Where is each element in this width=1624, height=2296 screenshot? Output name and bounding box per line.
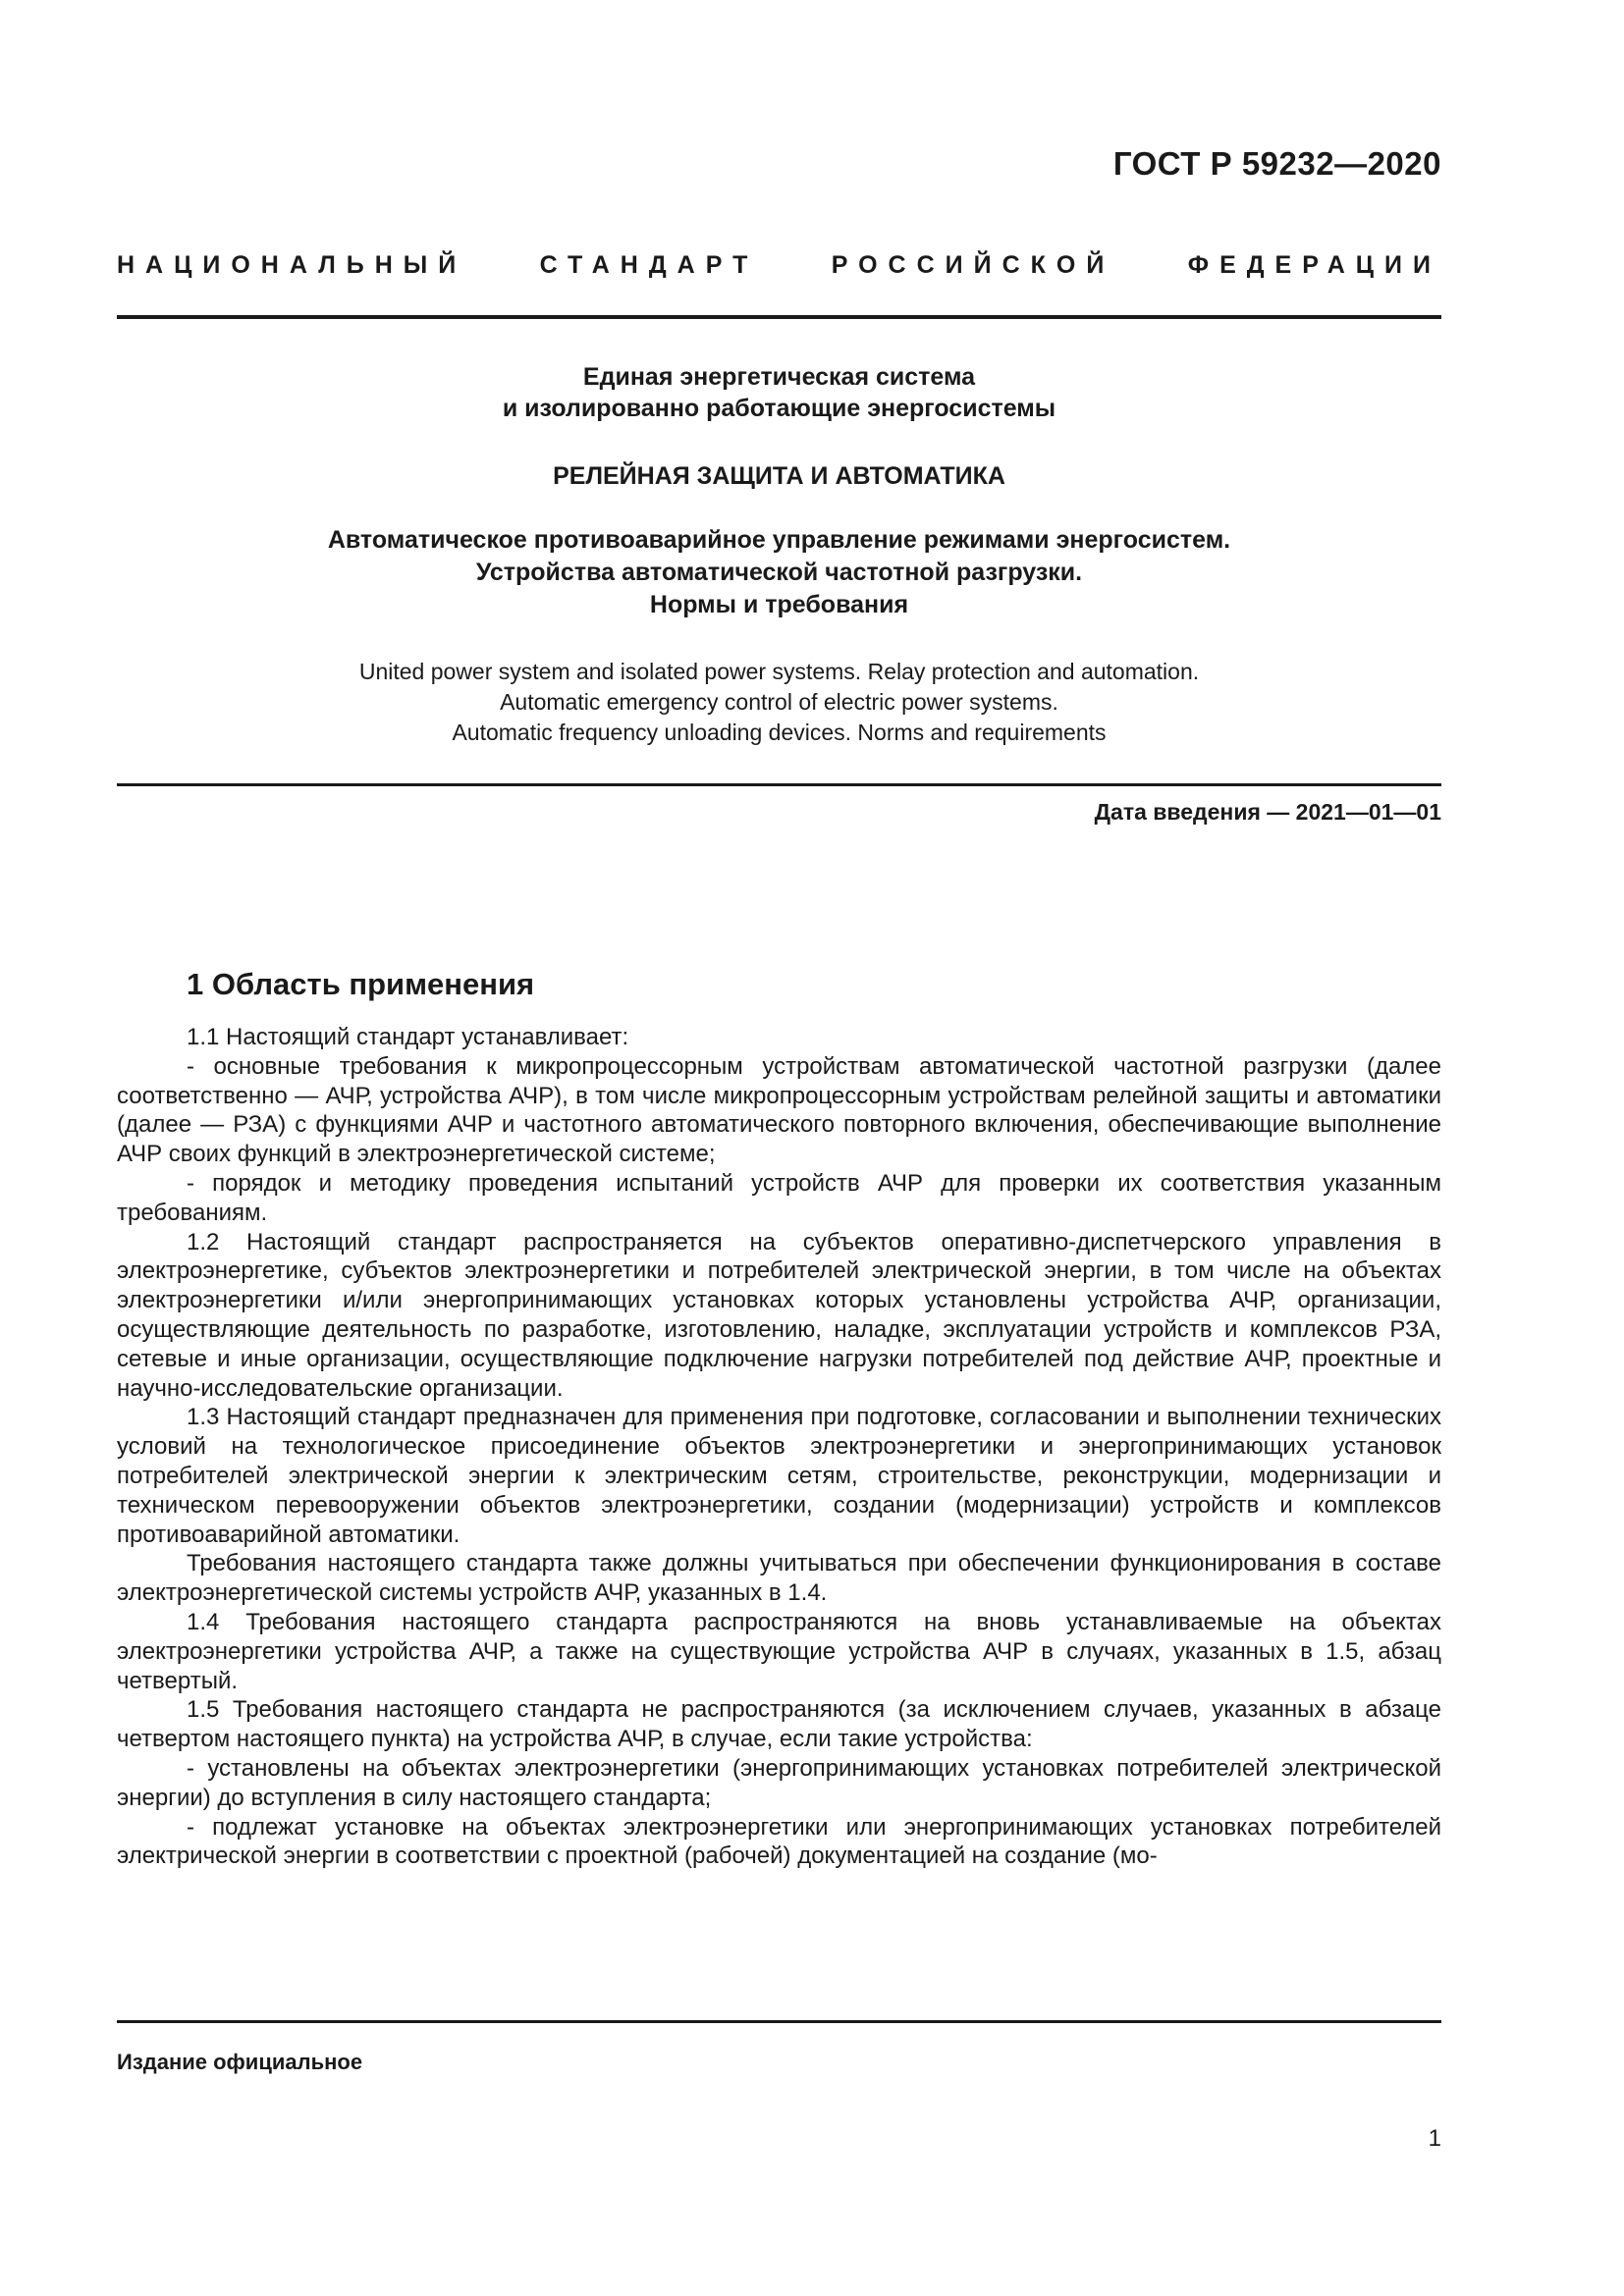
footer-divider xyxy=(117,2020,1441,2023)
title-english-line: Automatic frequency unloading devices. Norms and requirements xyxy=(452,720,1107,745)
national-standard-banner xyxy=(117,251,1441,280)
title-main: РЕЛЕЙНАЯ ЗАЩИТА И АВТОМАТИКА xyxy=(553,462,1005,490)
paragraph: Требования настоящего стандарта также должны учитываться при обеспечении функционирования в составе электроэнергетической системы устройств АЧР, указанных в 1.4. xyxy=(117,1550,1441,1607)
paragraph: 1.5 Требования настоящего стандарта не распространяются (за исключением случаев, указанных в абзаце четвертом настоящего пункта) на устройства АЧР, в случае, если такие устройства: xyxy=(117,1696,1441,1753)
title-english-line: United power system and isolated power systems. Relay protection and automation. xyxy=(358,659,1200,684)
section-body xyxy=(117,1023,1441,1871)
paragraph: 1.1 Настоящий стандарт устанавливает: xyxy=(187,1024,629,1050)
page-number: 1 xyxy=(1428,2125,1441,2152)
title-subtitle-line: Нормы и требования xyxy=(649,591,909,618)
paragraph: - порядок и методику проведения испытаний устройств АЧР для проверки их соответствия указанным требованиям. xyxy=(117,1169,1441,1226)
banner-word: НАЦИОНАЛЬНЫЙ xyxy=(117,251,467,279)
title-english-line: Automatic emergency control of electric power systems. xyxy=(500,689,1058,715)
paragraph: - установлены на объектах электроэнергетики (энергопринимающих установках потребителей электрической энергии) до вступления в силу настоящего стандарта; xyxy=(117,1754,1441,1811)
edition-label: Издание официальное xyxy=(117,2050,363,2074)
section-heading: 1 Область применения xyxy=(187,967,535,1001)
standard-number: ГОСТ Р 59232—2020 xyxy=(1112,145,1441,182)
title-english xyxy=(117,657,1441,748)
paragraph: 1.4 Требования настоящего стандарта распространяются на вновь устанавливаемые на объектах электроэнергетики устройства АЧР, а также на существующие устройства АЧР в случаях, указанных в 1.5, абзац четвертый. xyxy=(117,1608,1441,1694)
banner-word: ФЕДЕРАЦИИ xyxy=(1187,251,1441,279)
header-divider xyxy=(117,315,1441,319)
title-system-line: и изолированно работающие энергосистемы xyxy=(502,395,1056,422)
paragraph: - подлежат установке на объектах электроэнергетики или энергопринимающих установках потребителей электрической энергии в соответствии с проектной (рабочей) документацией на создание (мо- xyxy=(117,1813,1441,1870)
title-subtitle xyxy=(117,524,1441,621)
banner-word: СТАНДАРТ xyxy=(539,251,759,279)
title-system xyxy=(117,361,1441,424)
title-system-line: Единая энергетическая система xyxy=(582,363,976,391)
title-subtitle-line: Устройства автоматической частотной разгрузки. xyxy=(475,559,1083,586)
title-divider xyxy=(117,783,1441,786)
paragraph: - основные требования к микропроцессорным устройствам автоматической частотной разгрузки (далее соответственно — АЧР, устройства АЧР), в том числе микропроцессорным устройствам релейной защиты и автоматики (далее — РЗА) с функциями АЧР и частотного автоматического повторного включения, обеспечивающие выполнение АЧР своих функций в электроэнергетической системе; xyxy=(117,1052,1441,1168)
paragraph: 1.3 Настоящий стандарт предназначен для применения при подготовке, согласовании и выполнении технических условий на технологическое присоединение объектов электроэнергетики и энергопринимающих установок потребителей электрической энергии к электрическим сетям, строительстве, реконструкции, модернизации и техническом перевооружении объектов электроэнергетики, создании (модернизации) устройств и комплексов противоаварийной автоматики. xyxy=(117,1404,1441,1548)
paragraph: 1.2 Настоящий стандарт распространяется на субъектов оперативно-диспетчерского управления в электроэнергетике, субъектов электроэнергетики и потребителей электрической энергии, в том числе на объектах электроэнергетики и/или энергопринимающих установках которых установлены устройства АЧР, организации, осуществляющие деятельность по разработке, изготовлению, наладке, эксплуатации устройств и комплексов РЗА, сетевые и иные организации, осуществляющие подключение нагрузки потребителей под действие АЧР, проектные и научно-исследовательские организации. xyxy=(117,1228,1441,1402)
title-subtitle-line: Автоматическое противоаварийное управление режимами энергосистем. xyxy=(327,526,1231,554)
banner-word: РОССИЙСКОЙ xyxy=(831,251,1115,279)
introduction-date: Дата введения — 2021—01—01 xyxy=(1094,799,1441,825)
